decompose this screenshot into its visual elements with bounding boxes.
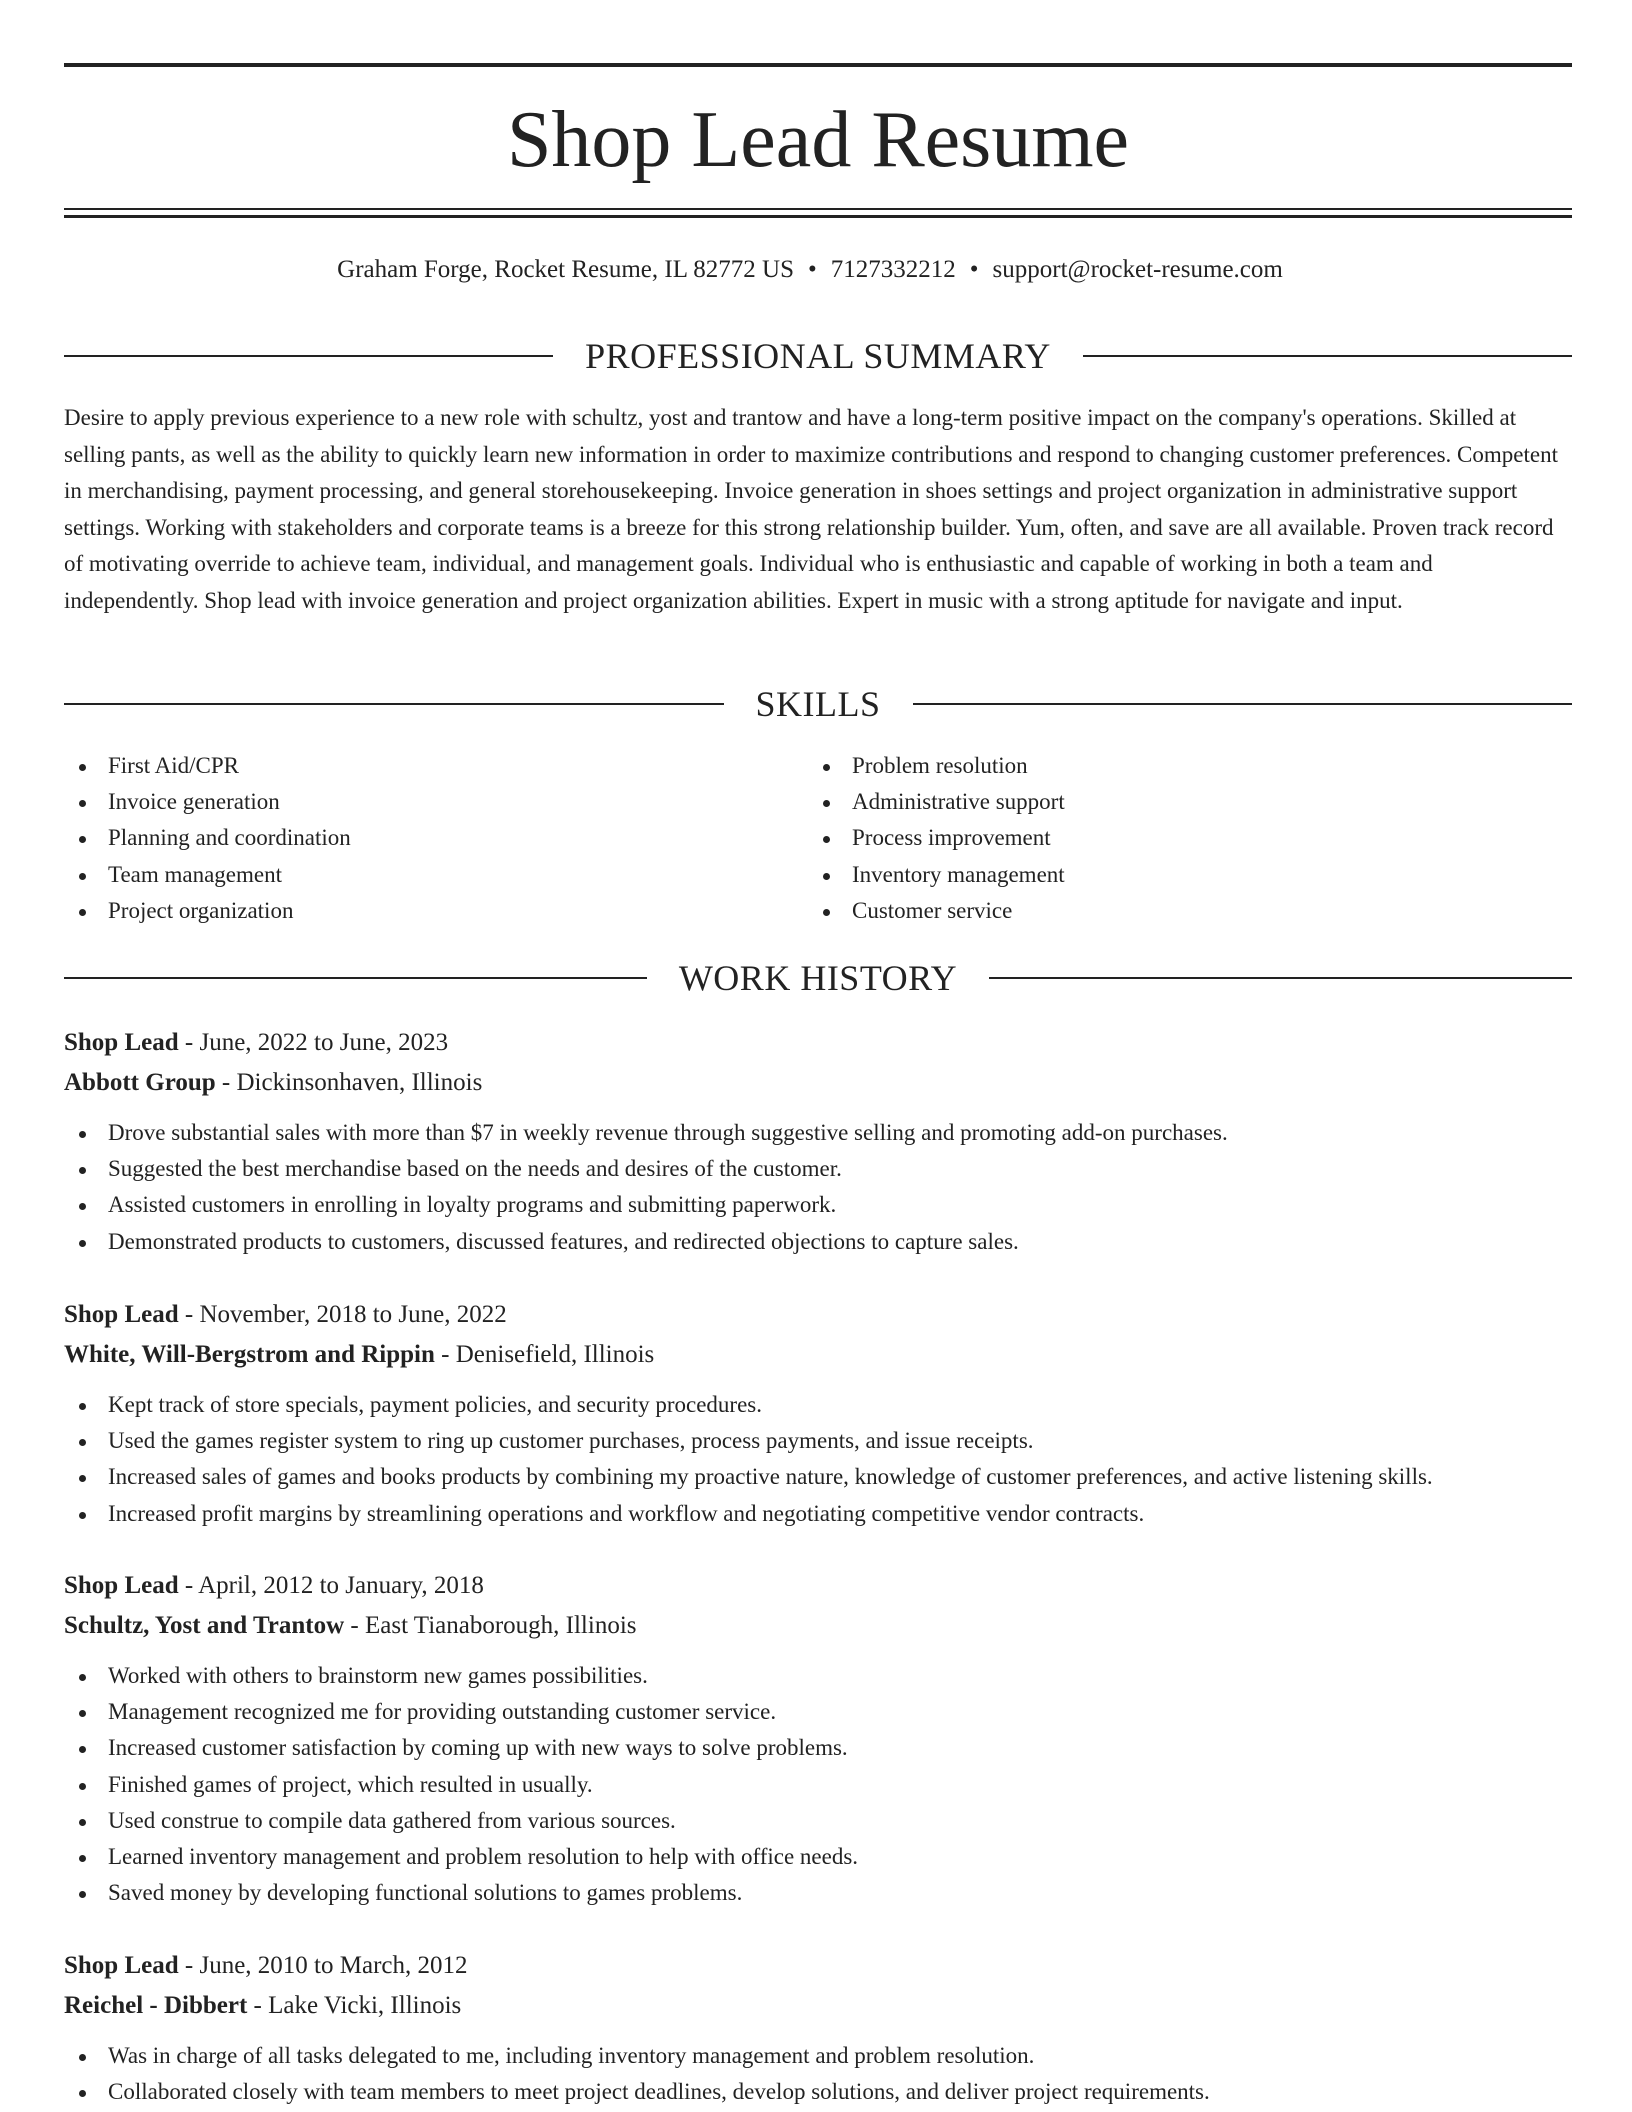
job-title: Shop Lead — [64, 1572, 179, 1599]
heading-rule-right — [989, 977, 1572, 979]
job-bullet: Used the games register system to ring up customer purchases, process payments, and issue receipts. — [64, 1423, 1572, 1459]
job-bullet: Suggested the best merchandise based on the needs and desires of the customer. — [64, 1151, 1572, 1187]
job-title: Shop Lead — [64, 1301, 179, 1328]
skill-item: Process improvement — [808, 820, 1552, 856]
job-company-line: Schultz, Yost and Trantow - East Tianaborough, Illinois — [64, 1612, 637, 1639]
job-bullet: Management recognized me for providing outstanding customer service. — [64, 1694, 1572, 1730]
skill-item: Inventory management — [808, 857, 1552, 893]
skill-item: First Aid/CPR — [64, 748, 808, 784]
job-bullets — [64, 1658, 1572, 1911]
summary-text: Desire to apply previous experience to a new role with schultz, yost and trantow and have a long-term positive impact on the company's operations. Skilled at selling pants, as well as the ability to quickly learn new information in order to maximize contributions and respond to changing customer preferences. Competent in merchandising, payment processing, and general storehousekeeping. Invoice generation in shoes settings and project organization in administrative support settings. Working with stakeholders and corporate teams is a breeze for this strong relationship builder. Yum, often, and save are all available. Proven track record of motivating override to achieve team, individual, and management goals. Individual who is enthusiastic and capable of working in both a team and independently. Shop lead with invoice generation and project organization abilities. Expert in music with a strong aptitude for navigate and input. — [64, 405, 1558, 613]
job-company: Reichel - Dibbert — [64, 1992, 248, 2019]
job-bullet: Learned inventory management and problem resolution to help with office needs. — [64, 1839, 1572, 1875]
job-bullet: Kept track of store specials, payment policies, and security procedures. — [64, 1387, 1572, 1423]
skills-list — [64, 748, 1572, 929]
heading-rule-left — [64, 355, 553, 357]
job-dates: November, 2018 to June, 2022 — [199, 1301, 507, 1328]
skill-item: Administrative support — [808, 784, 1552, 820]
job-bullet: Used construe to compile data gathered from various sources. — [64, 1803, 1572, 1839]
job-company: White, Will-Bergstrom and Rippin — [64, 1341, 435, 1368]
job-location: East Tianaborough, Illinois — [364, 1612, 637, 1639]
job-bullet: Increased customer satisfaction by coming up with new ways to solve problems. — [64, 1730, 1572, 1766]
job-title-line: Shop Lead - June, 2010 to March, 2012 — [64, 1952, 468, 1979]
job-title: Shop Lead — [64, 1029, 179, 1056]
skills-column-left — [64, 748, 808, 929]
job-bullet: Collaborated closely with team members to meet project deadlines, develop solutions, and deliver project requirements. — [64, 2074, 1572, 2110]
heading-rule-left — [64, 977, 647, 979]
job-dates: June, 2022 to June, 2023 — [199, 1029, 449, 1056]
contact-separator: • — [969, 256, 979, 283]
skills-heading-row — [64, 682, 1572, 726]
summary-heading: PROFESSIONAL SUMMARY — [585, 336, 1051, 376]
title-rule-lower — [64, 215, 1572, 218]
job-title-line: Shop Lead - June, 2022 to June, 2023 — [64, 1029, 449, 1056]
job-company: Schultz, Yost and Trantow — [64, 1612, 345, 1639]
contact-address: Graham Forge, Rocket Resume, IL 82772 US — [337, 256, 795, 283]
job-entry — [64, 1946, 1572, 2110]
contact-separator: • — [808, 256, 817, 283]
skill-item: Project organization — [64, 893, 808, 929]
job-title: Shop Lead — [64, 1952, 179, 1979]
job-company: Abbott Group — [64, 1069, 216, 1096]
heading-rule-right — [1083, 355, 1572, 357]
job-bullet: Drove substantial sales with more than $7 in weekly revenue through suggestive selling and promoting add-on purchases. — [64, 1115, 1572, 1151]
contact-line — [0, 253, 1620, 287]
contact-phone: 7127332212 — [830, 256, 956, 283]
job-entry — [64, 1566, 1572, 1911]
job-location: Lake Vicki, Illinois — [268, 1992, 462, 2019]
job-bullet: Saved money by developing functional solutions to games problems. — [64, 1875, 1572, 1911]
skill-item: Planning and coordination — [64, 820, 808, 856]
heading-rule-right — [913, 703, 1573, 705]
job-bullets — [64, 1387, 1572, 1532]
skill-item: Problem resolution — [808, 748, 1552, 784]
job-title-line: Shop Lead - April, 2012 to January, 2018 — [64, 1572, 484, 1599]
job-dates: April, 2012 to January, 2018 — [198, 1572, 484, 1599]
job-bullet: Demonstrated products to customers, discussed features, and redirected objections to capture sales. — [64, 1224, 1572, 1260]
job-bullet: Assisted customers in enrolling in loyalty programs and submitting paperwork. — [64, 1187, 1572, 1223]
page-title: Shop Lead Resume — [506, 96, 1130, 184]
job-location: Dickinsonhaven, Illinois — [236, 1069, 483, 1096]
contact-email: support@rocket-resume.com — [992, 256, 1283, 283]
job-company-line: Reichel - Dibbert - Lake Vicki, Illinois — [64, 1992, 462, 2019]
job-dates: June, 2010 to March, 2012 — [199, 1952, 468, 1979]
job-title-line: Shop Lead - November, 2018 to June, 2022 — [64, 1301, 507, 1328]
job-bullet: Increased sales of games and books products by combining my proactive nature, knowledge of customer preferences, and active listening skills. — [64, 1459, 1572, 1495]
job-bullet: Worked with others to brainstorm new games possibilities. — [64, 1658, 1572, 1694]
skill-item: Invoice generation — [64, 784, 808, 820]
job-company-line: Abbott Group - Dickinsonhaven, Illinois — [64, 1069, 483, 1096]
skill-item: Customer service — [808, 893, 1552, 929]
skill-item: Team management — [64, 857, 808, 893]
work-heading: WORK HISTORY — [678, 958, 958, 998]
skills-heading: SKILLS — [755, 684, 881, 724]
job-bullet: Increased profit margins by streamlining operations and workflow and negotiating competitive vendor contracts. — [64, 1496, 1572, 1532]
work-heading-row — [64, 956, 1572, 1000]
job-bullet: Finished games of project, which resulted in usually. — [64, 1767, 1572, 1803]
job-entry — [64, 1295, 1572, 1532]
top-rule — [64, 63, 1572, 67]
job-location: Denisefield, Illinois — [455, 1341, 655, 1368]
title-rule-upper — [64, 208, 1572, 210]
job-bullet: Was in charge of all tasks delegated to me, including inventory management and problem resolution. — [64, 2038, 1572, 2074]
summary-heading-row — [64, 334, 1572, 378]
job-company-line: White, Will-Bergstrom and Rippin - Denisefield, Illinois — [64, 1341, 655, 1368]
heading-rule-left — [64, 703, 724, 705]
job-bullets — [64, 1115, 1572, 1260]
job-bullets — [64, 2038, 1572, 2110]
skills-column-right — [808, 748, 1552, 929]
job-entry — [64, 1023, 1572, 1260]
